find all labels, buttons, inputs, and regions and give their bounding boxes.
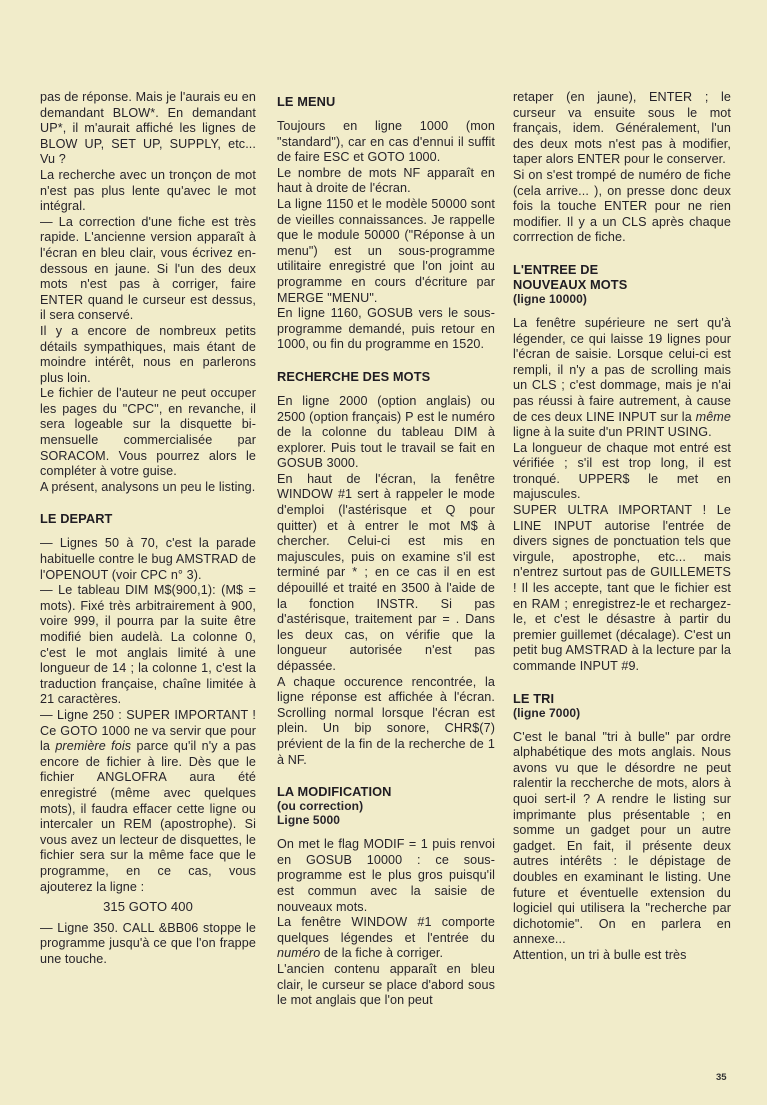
text-run: La fenêtre supérieure ne sert qu'à légender, ce qui laisse 19 lignes pour l'écran de saisie. Lorsque celui-ci est rempli, il n'y a pas de scrolling mais un CLS ; c'est dommage, mais je n'ai pas réussi à faire autrement, à cause de ces deux LINE INPUT sur la <box>513 315 731 424</box>
paragraph: A présent, analysons un peu le listing. <box>40 479 256 494</box>
paragraph: La recherche avec un tronçon de mot n'est pas plus lente qu'avec le mot intégral. <box>40 167 256 214</box>
section-heading-menu: LE MENU <box>277 94 336 109</box>
section-subheading: Ligne 5000 <box>277 813 341 828</box>
paragraph: La longueur de chaque mot entré est vérifiée ; s'il est trop long, il est tronqué. UPPER$ le met en majuscules. <box>513 440 731 502</box>
paragraph: C'est le banal "tri à bulle" par ordre alphabétique des mots anglais. Nous avons vu que le désordre ne peut ralentir la reccherche de mots, alors à quoi sert-il ? A rendre le listing sur imprimante plus présentable ; en somme un gadget pour un autre gadget. En fait, il présente deux autres intérêts : le dépistage de doubles en examinant le listing. Une future et éventuelle extension du logiciel qui utilisera la "recherche par dichotomie". On en parlera en annexe... <box>513 729 731 947</box>
paragraph: L'ancien contenu apparaît en bleu clair, le curseur se place d'abord sous le mot anglais que l'on peut <box>277 961 495 1008</box>
paragraph: Attention, un tri à bulle est très <box>513 947 687 962</box>
text-run: — Ligne 250 : SUPER IMPORTANT ! Ce GOTO 1000 ne va servir que pour la <box>40 707 256 754</box>
code-line: 315 GOTO 400 <box>103 899 193 915</box>
paragraph: En haut de l'écran, la fenêtre WINDOW #1 sert à rappeler le mode d'emploi (l'astérisque et Q pour quitter) et à entrer le mot M$ à chercher. Celui-ci est mis en majuscules, puis on examine s'il est terminé par * ; en ce cas il en est dépouillé et traité en 3500 à l'aide de la fonction INSTR. Si pas d'astérisque, traitement par = . Dans les deux cas, on vérifie que la longueur autorisée n'est pas dépassée. <box>277 471 495 673</box>
emphasis-text: première fois <box>55 739 132 754</box>
paragraph: En ligne 2000 (option anglais) ou 2500 (option français) P est le numéro de la colonne du tableau DIM à explorer. Puis tout le travail se fait en GOSUB 3000. <box>277 393 495 471</box>
column-3 <box>513 90 731 964</box>
paragraph: En ligne 1160, GOSUB vers le sous-programme demandé, puis retour en 1000, ou fin du programme en 1520. <box>277 306 495 352</box>
spacer <box>277 768 495 784</box>
spacer <box>513 675 731 691</box>
paragraph: A chaque occurence rencontrée, la ligne réponse est affichée à l'écran. Scrolling normal lorsque l'écran est plein. Un bip sonore, CHR$(7) prévient de la fin de la recherche de 1 à NF. <box>277 674 495 767</box>
emphasis-text: même <box>695 409 731 424</box>
spacer <box>513 306 731 316</box>
paragraph: — Le tableau DIM M$(900,1): (M$ = mots). Fixé très arbitrairement à 900, voire 999, il pourra par la suite être modifié bien audelà. La colonne 0, c'est le mot anglais limité à une longueur de 14 ; la colonne 1, c'est la traduction française, chaîne limitée à 21 caractères. <box>40 583 256 707</box>
paragraph: — Ligne 350. CALL &BB06 stoppe le programme jusqu'à ce que l'on frappe une touche. <box>40 920 256 966</box>
spacer <box>513 246 731 262</box>
text-run: ligne à la suite d'un PRINT USING. <box>513 425 712 440</box>
page-number: 35 <box>716 1072 727 1083</box>
spacer <box>40 495 256 511</box>
emphasis-text: numéro <box>277 946 321 961</box>
section-heading-entree-line2: NOUVEAUX MOTS <box>513 276 628 292</box>
paragraph: Si on s'est trompé de numéro de fiche (cela arrive... ), on presse donc deux fois la touche ENTER pour ne rien modifier. Il y a un CLS après chaque corrrection de fiche. <box>513 167 731 245</box>
paragraph <box>513 316 731 441</box>
section-subheading: (ou correction) <box>277 799 364 814</box>
spacer <box>513 720 731 730</box>
paragraph: On met le flag MODIF = 1 puis renvoi en GOSUB 10000 : ce sous-programme est le plus gros puisqu'il est commun avec la saisie de nouveaux mots. <box>277 837 495 914</box>
section-heading-entree: L'ENTREE DE <box>513 261 599 277</box>
text-run: de la fiche à corriger. <box>320 946 444 961</box>
paragraph: Le fichier de l'auteur ne peut occuper les pages du "CPC", en revanche, il sera logeable sur la disquette bi-mensuelle commercialisée par SORACOM. Vous pourrez alors le compléter à votre guise. <box>40 386 256 479</box>
paragraph: La ligne 1150 et le modèle 50000 sont de vieilles connaissances. Je rappelle que le module 50000 ("Réponse à un menu") est un sous-programme utilitaire enregistré que l'on joint au programme en cours d'écriture par MERGE "MENU". <box>277 196 495 305</box>
section-heading-recherche: RECHERCHE DES MOTS <box>277 368 431 384</box>
paragraph: pas de réponse. Mais je l'aurais eu en demandant BLOW*. En demandant UP*, il m'aurait affiché les lignes de BLOW UP, SET UP, SUPPLY, etc... Vu ? <box>40 90 256 167</box>
paragraph: Il y a encore de nombreux petits détails sympathiques, mais étant de moindre intérêt, nous en parlerons plus loin. <box>40 323 256 385</box>
paragraph <box>277 915 495 962</box>
spacer <box>277 353 495 369</box>
paragraph: Toujours en ligne 1000 (mon "standard"), car en cas d'ennui il suffit de faire ESC et GOTO 1000. <box>277 119 495 165</box>
spacer <box>277 384 495 394</box>
text-run: La fenêtre WINDOW #1 comporte quelques légendes et l'entrée du <box>277 915 495 945</box>
paragraph: retaper (en jaune), ENTER ; le curseur va ensuite sous le mot français, idem. Généralement, l'un des deux mots n'est pas à modifier, taper alors ENTER pour le conserver. <box>513 90 731 167</box>
section-heading-depart: LE DEPART <box>40 511 113 527</box>
section-heading-tri: LE TRI <box>513 690 555 706</box>
spacer <box>277 109 495 119</box>
spacer <box>277 827 495 837</box>
section-heading-modification: LA MODIFICATION <box>277 784 392 800</box>
section-subheading: (ligne 10000) <box>513 291 587 306</box>
spacer <box>40 526 256 536</box>
column-1 <box>40 90 256 967</box>
section-subheading: (ligne 7000) <box>513 705 581 720</box>
column-2 <box>277 90 495 1009</box>
paragraph: Le nombre de mots NF apparaît en haut à droite de l'écran. <box>277 165 495 196</box>
paragraph: — La correction d'une fiche est très rapide. L'ancienne version apparaît à l'écran en bleu clair, vous écrivez en-dessous en jaune. Si l'un des deux mots n'est pas à corriger, faire ENTER quand le curseur est dessus, il sera conservé. <box>40 214 256 323</box>
paragraph <box>40 708 256 895</box>
paragraph: SUPER ULTRA IMPORTANT ! Le LINE INPUT autorise l'entrée de divers signes de ponctuation tels que virgule, apostrophe, etc... mais n'entrez surtout pas de GUILLEMETS ! Il les accepte, tant que le fichier est en RAM ; enregistrez-le et rechargez-le, et c'est le désastre à partir du premier guillemet (décalage). C'est un petit bug AMSTRAD à la lecture par la commande INPUT #9. <box>513 503 731 673</box>
paragraph: — Lignes 50 à 70, c'est la parade habituelle contre le bug AMSTRAD de l'OPENOUT (voir CPC n° 3). <box>40 536 256 582</box>
text-run: parce qu'il n'y a pas encore de fichier à lire. Dès que le fichier ANGLOFRA aura été enregistré (même avec quelques mots), il faudra effacer cette ligne ou intercaler un REM (apostrophe). Si vous avez un lecteur de disquettes, le fichier sera sur la même face que le programme, en ce cas, vous ajouterez la ligne : <box>40 739 256 894</box>
